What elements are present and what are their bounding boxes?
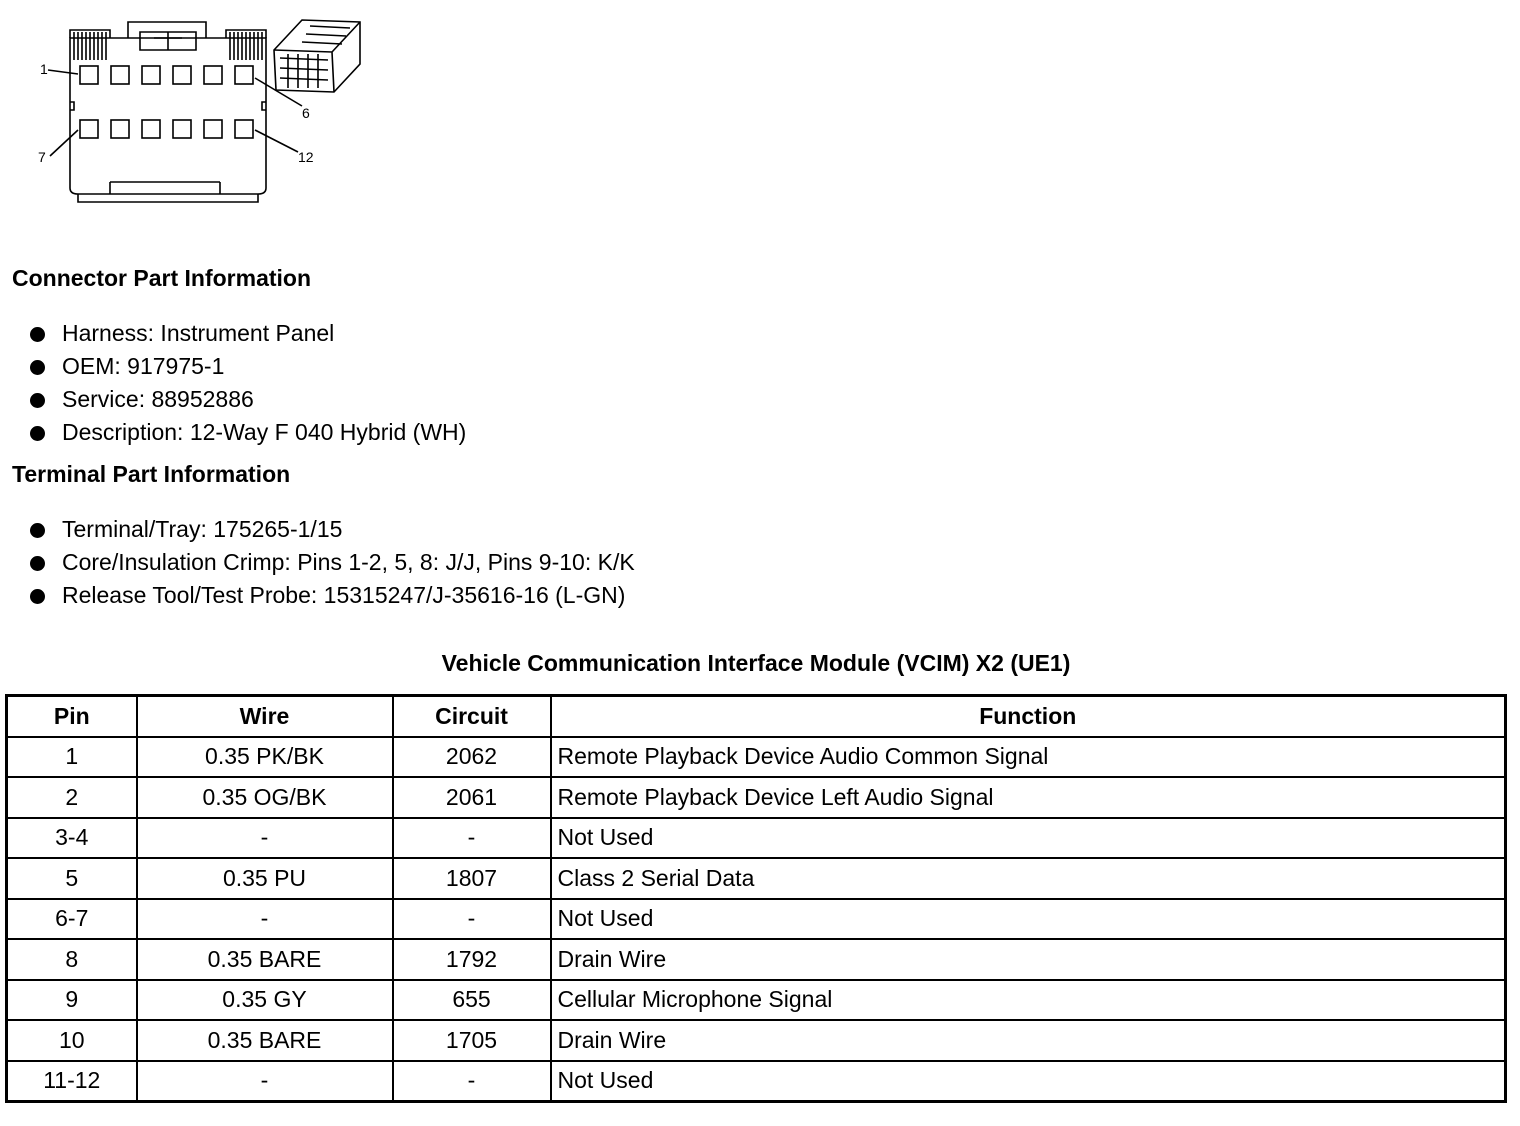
wire-cell: - — [137, 818, 393, 859]
circuit-cell: 1807 — [393, 858, 551, 899]
circuit-cell: 655 — [393, 980, 551, 1021]
pin-cell: 2 — [7, 777, 137, 818]
pin-cell: 3-4 — [7, 818, 137, 859]
bullet-icon — [30, 426, 45, 441]
function-cell: Remote Playback Device Left Audio Signal — [551, 777, 1506, 818]
bullet-icon — [30, 360, 45, 375]
function-cell: Drain Wire — [551, 939, 1506, 980]
list-item: Terminal/Tray: 175265-1/15 — [28, 513, 635, 546]
function-cell: Not Used — [551, 818, 1506, 859]
pin-cell: 8 — [7, 939, 137, 980]
bullet-icon — [30, 327, 45, 342]
table-row — [7, 818, 1506, 859]
header-circuit: Circuit — [393, 696, 551, 737]
pin-cell: 10 — [7, 1020, 137, 1061]
list-item: Service: 88952886 — [28, 383, 466, 416]
pin-label-12: 12 — [298, 149, 314, 165]
pin-cell: 5 — [7, 858, 137, 899]
wire-cell: 0.35 GY — [137, 980, 393, 1021]
connector-info-heading: Connector Part Information — [12, 265, 312, 291]
wire-cell: 0.35 PK/BK — [137, 737, 393, 778]
pin-label-6: 6 — [302, 105, 310, 121]
list-item: Core/Insulation Crimp: Pins 1-2, 5, 8: J/J, Pins 9-10: K/K — [28, 546, 635, 579]
bullet-icon — [30, 393, 45, 408]
wire-cell: 0.35 BARE — [137, 939, 393, 980]
table-row — [7, 939, 1506, 980]
wire-cell: 0.35 BARE — [137, 1020, 393, 1061]
circuit-cell: - — [393, 1061, 551, 1102]
header-function: Function — [551, 696, 1506, 737]
table-title: Vehicle Communication Interface Module (VCIM) X2 (UE1) — [441, 650, 1071, 676]
pin-cell: 1 — [7, 737, 137, 778]
pinout-table — [5, 694, 1507, 1103]
list-item: Harness: Instrument Panel — [28, 317, 466, 350]
circuit-cell: - — [393, 818, 551, 859]
connector-diagram — [30, 10, 370, 210]
pin-cell: 6-7 — [7, 899, 137, 940]
header-pin: Pin — [7, 696, 137, 737]
function-cell: Remote Playback Device Audio Common Signal — [551, 737, 1506, 778]
pin-cell: 11-12 — [7, 1061, 137, 1102]
wire-cell: - — [137, 1061, 393, 1102]
circuit-cell: 1705 — [393, 1020, 551, 1061]
table-row — [7, 980, 1506, 1021]
table-row — [7, 1020, 1506, 1061]
function-cell: Cellular Microphone Signal — [551, 980, 1506, 1021]
wire-cell: - — [137, 899, 393, 940]
table-row — [7, 858, 1506, 899]
table-row — [7, 1061, 1506, 1102]
pin-cell: 9 — [7, 980, 137, 1021]
header-wire: Wire — [137, 696, 393, 737]
list-item: Release Tool/Test Probe: 15315247/J-35616-16 (L-GN) — [28, 579, 635, 612]
circuit-cell: 2061 — [393, 777, 551, 818]
wire-cell: 0.35 PU — [137, 858, 393, 899]
connector-info-list — [28, 317, 466, 449]
terminal-info-heading: Terminal Part Information — [12, 461, 291, 487]
list-item: OEM: 917975-1 — [28, 350, 466, 383]
table-row — [7, 777, 1506, 818]
function-cell: Not Used — [551, 899, 1506, 940]
circuit-cell: 1792 — [393, 939, 551, 980]
function-cell: Class 2 Serial Data — [551, 858, 1506, 899]
list-item: Description: 12-Way F 040 Hybrid (WH) — [28, 416, 466, 449]
pin-label-7: 7 — [38, 149, 46, 165]
table-header-row — [7, 696, 1506, 737]
function-cell: Drain Wire — [551, 1020, 1506, 1061]
bullet-icon — [30, 556, 45, 571]
table-row — [7, 899, 1506, 940]
circuit-cell: 2062 — [393, 737, 551, 778]
bullet-icon — [30, 523, 45, 538]
table-row — [7, 737, 1506, 778]
pin-label-1: 1 — [40, 61, 48, 77]
terminal-info-list — [28, 513, 635, 612]
function-cell: Not Used — [551, 1061, 1506, 1102]
wire-cell: 0.35 OG/BK — [137, 777, 393, 818]
bullet-icon — [30, 589, 45, 604]
circuit-cell: - — [393, 899, 551, 940]
